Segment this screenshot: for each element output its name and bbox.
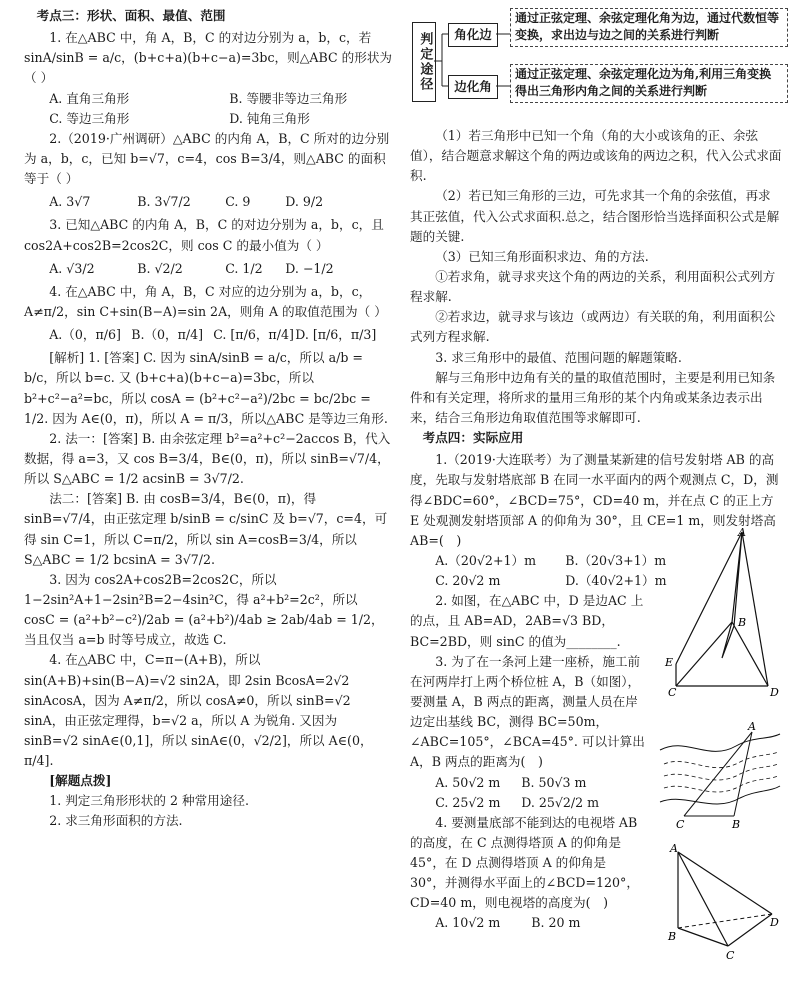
app-q1-option-c: C. 20√2 m bbox=[435, 573, 501, 589]
q4-stem: 4. 在△ABC 中，角 A，B，C 对应的边分别为 a，b，c，A≠π/2，sin C+sin(B−A)=sin 2A，则角 A 的取值范围为（ ） bbox=[24, 283, 387, 319]
tips-title: [解题点拨] bbox=[49, 773, 112, 789]
right-column bbox=[410, 6, 782, 962]
app-q4-stem: 4. 要测量底部不能到达的电视塔 AB 的高度，在 C 点测得塔顶 A 的仰角是 45°，在 D 点测得塔顶 A 的仰角是 30°，并测得水平面上的∠BCD=120°，CD=40 m，则电视塔的高度为( ) bbox=[410, 814, 639, 911]
q2-option-d: D. 9/2 bbox=[285, 194, 324, 210]
q1-stem: 1. 在△ABC 中，角 A，B，C 的对边分别为 a，b，c，若 sinA/sinB = a/c，(b+c+a)(b+c−a)=3bc，则△ABC 的形状为（ ） bbox=[24, 30, 393, 86]
concept-map bbox=[410, 6, 782, 118]
app-q4-option-b: B. 20 m bbox=[531, 915, 581, 931]
solution-2-method-1: 2. 法一：[答案] B. 由余弦定理 b²=a²+c²−2accos B，代入数据，得 a=3，又 cos B=3/4，B∈(0，π)，所以 sinB=√7/4，所以 S△ABC = 1/2 acsinB = 3√7/2. bbox=[24, 430, 391, 487]
fig1-label-b: B bbox=[738, 616, 747, 629]
area-method-3: （3）已知三角形面积求边、角的方法. bbox=[435, 248, 649, 264]
q4-option-b: B.（0，π/4] bbox=[131, 327, 204, 343]
q4-option-d: D. [π/6，π/3] bbox=[295, 327, 377, 343]
range-strategy-title: 3. 求三角形中的最值、范围问题的解题策略. bbox=[435, 349, 682, 365]
fig3-label-b: B bbox=[668, 930, 677, 943]
q3-option-d: D. −1/2 bbox=[285, 260, 334, 276]
area-method-2: （2）若已知三角形的三边，可先求其一个角的余弦值，再求其正弦值，代入公式求面积.总之，结合图形恰当选择面积公式是解题的关键. bbox=[410, 188, 780, 244]
area-method-3-1: ①若求角，就寻求夹这个角的两边的关系，利用面积公式列方程求解. bbox=[410, 268, 776, 305]
app-q2-stem: 2. 如图，在△ABC 中，D 是边AC 上的点，且 AB=AD，2AB=√3 BD，BC=2BD，则 sinC 的值为________. bbox=[410, 593, 644, 649]
q3-stem: 3. 已知△ABC 的内角 A，B，C 的对边分别为 a，b，c，且 cos2A+cos2B=2cos2C，则 cos C 的最小值为（ ） bbox=[24, 217, 384, 253]
q1-options bbox=[24, 89, 392, 109]
q4-option-a: A.（0，π/6] bbox=[49, 327, 121, 343]
q3-option-b: B. √2/2 bbox=[137, 260, 183, 276]
section-title-3: 考点三：形状、面积、最值、范围 bbox=[36, 8, 226, 23]
q1-option-d: D. 钝角三角形 bbox=[229, 110, 310, 126]
fig3-label-d: D bbox=[770, 916, 779, 929]
fig2-label-c: C bbox=[676, 818, 685, 831]
map-node-angle-to-side: 角化边 bbox=[448, 23, 498, 47]
map-desc-side-to-angle: 通过正弦定理、余弦定理化边为角,利用三角变换得出三角形内角之间的关系进行判断 bbox=[510, 64, 788, 103]
q3-options bbox=[24, 259, 392, 279]
map-title: 判定途径 bbox=[412, 22, 436, 102]
tips-item-2: 2. 求三角形面积的方法. bbox=[49, 813, 183, 829]
q3-option-a: A. √3/2 bbox=[49, 260, 95, 276]
solution-4: 4. 在△ABC 中，C=π−(A+B)，所以 sin(A+B)+sin(B−A)=√2 sin2A，即 2sin BcosA=2√2 sinAcosA，因为 A≠π/2，所以 cosA≠0，所以 sinB=√2 sinA，由正弦定理得，b=√2 a，所以 A 为锐角. 又因为 sinB=√2 sinA∈(0,1]，所以 sinA∈(0，√2/2]，所以 A∈(0，π/4]. bbox=[24, 652, 373, 769]
tips-item-1: 1. 判定三角形形状的 2 种常用途径. bbox=[49, 793, 249, 809]
q2-options bbox=[24, 192, 392, 212]
fig2-label-a: A bbox=[748, 720, 756, 733]
range-strategy-body: 解与三角形中边角有关的量的取值范围时，主要是利用已知条件和有关定理，将所求的量用三角形的某个内角或某条边表示出来，结合三角形边角取值范围等求解即可. bbox=[410, 369, 776, 425]
fig1-label-d: D bbox=[770, 686, 779, 699]
fig1-label-c: C bbox=[668, 686, 677, 699]
app-q3-option-a: A. 50√2 m bbox=[435, 774, 501, 790]
q1-options-row2 bbox=[24, 109, 392, 129]
app-q4-option-a: A. 10√2 m bbox=[435, 915, 501, 931]
figure-tower bbox=[666, 526, 782, 698]
q1-option-c: C. 等边三角形 bbox=[49, 110, 130, 126]
map-node-side-to-angle: 边化角 bbox=[448, 75, 498, 99]
solution-2-method-2: 法二：[答案] B. 由 cosB=3/4，B∈(0，π)，得 sinB=√7/4，由正弦定理 b/sinB = c/sinC 及 b=√7，c=4，可得 sin C=1，所以 C=π/2，所以 sin A=cosB=3/4，所以 S△ABC = 1/2 bcsinA = 3√7/2. bbox=[24, 491, 388, 567]
app-q1-option-b: B.（20√3+1）m bbox=[565, 552, 667, 568]
q2-stem: 2.（2019·广州调研）△ABC 的内角 A，B，C 所对的边分别为 a，b，c，已知 b=√7，c=4，cos B=3/4，则△ABC 的面积等于（ ） bbox=[24, 130, 390, 187]
q2-option-a: A. 3√7 bbox=[49, 194, 91, 210]
q1-option-a: A. 直角三角形 bbox=[49, 90, 130, 106]
fig1-label-a: A bbox=[738, 526, 746, 539]
q4-option-c: C. [π/6，π/4] bbox=[213, 327, 294, 343]
area-method-3-2: ②若求边，就寻求与该边（或两边）有关联的角，利用面积公式列方程求解. bbox=[410, 309, 776, 345]
section-title-4: 考点四：实际应用 bbox=[422, 430, 524, 446]
solution-1: [解析] 1. [答案] C. 因为 sinA/sinB = a/c，所以 a/b = b/c，所以 b=c. 又 (b+c+a)(b+c−a)=3bc，所以 b²+c²−a²=bc，所以 cosA = (b²+c²−a²)/2bc = bc/2bc = 1/2. 因为 A∈(0，π)，所以 A = π/3，所以△ABC 是等边三角形. bbox=[24, 350, 388, 426]
solution-3: 3. 因为 cos2A+cos2B=2cos2C，所以 1−2sin²A+1−2sin²B=2−4sin²C，得 a²+b²=2c²，所以 cosC = (a²+b²−c²)/2ab = (a²+b²)/4ab ≥ 2ab/4ab = 1/2，当且仅当 a=b 时等号成立，故选 C. bbox=[24, 571, 384, 648]
app-q3-option-b: B. 50√3 m bbox=[521, 774, 587, 790]
left-column bbox=[24, 6, 392, 832]
app-q1-option-a: A.（20√2+1）m bbox=[435, 552, 537, 568]
fig3-label-a: A bbox=[670, 842, 678, 855]
area-method-1: （1）若三角形中已知一个角（角的大小或该角的正、余弦值），结合题意求解这个角的两边或该角的两边之积，代入公式求面积. bbox=[410, 128, 782, 184]
map-desc-angle-to-side: 通过正弦定理、余弦定理化角为边，通过代数恒等变换，求出边与边之间的关系进行判断 bbox=[510, 8, 788, 47]
q3-option-c: C. 1/2 bbox=[225, 260, 263, 276]
app-q1-stem: 1.（2019·大连联考）为了测量某新建的信号发射塔 AB 的高度，先取与发射塔底部 B 在同一水平面内的两个观测点 C，D，测得∠BDC=60°，∠BCD=75°，CD=40 m，并在点 C 的正上方 E 处观测发射塔顶部 A 的仰角为 30°，且 CE=1 m，则发射塔高 AB=( ) bbox=[410, 452, 779, 548]
app-q3-stem: 3. 为了在一条河上建一座桥，施工前在河两岸打上两个桥位桩 A，B（如图），要测量 A，B 两点的距离，测量人员在岸边定出基线 BC，测得 BC=50m，∠ABC=105°，∠BCA=45°. 可以计算出 A，B 两点的距离为( ) bbox=[410, 653, 645, 770]
q2-option-b: B. 3√7/2 bbox=[137, 194, 191, 210]
q4-options bbox=[24, 325, 392, 345]
app-q3-option-c: C. 25√2 m bbox=[435, 794, 501, 810]
app-q1-option-d: D.（40√2+1）m bbox=[565, 573, 667, 589]
figure-tv-tower bbox=[662, 842, 782, 964]
fig2-label-b: B bbox=[732, 818, 741, 831]
fig3-label-c: C bbox=[726, 949, 735, 962]
fig1-label-e: E bbox=[665, 656, 674, 669]
q1-option-b: B. 等腰非等边三角形 bbox=[229, 90, 348, 106]
app-q3-option-d: D. 25√2/2 m bbox=[521, 794, 600, 810]
q2-option-c: C. 9 bbox=[225, 194, 251, 210]
figure-river bbox=[656, 722, 782, 830]
